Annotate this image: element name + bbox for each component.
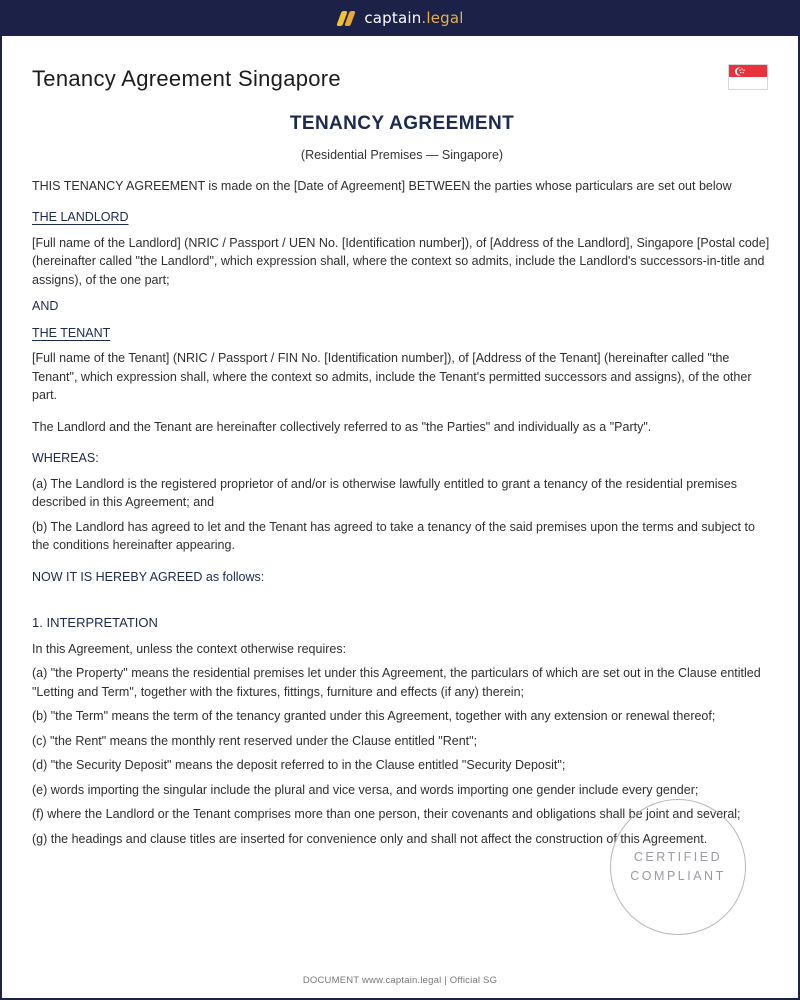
singapore-flag-icon <box>728 64 768 90</box>
whereas-item: (a) The Landlord is the registered proprietor of and/or is otherwise lawfully entitled to grant a tenancy of the residential premises described in this Agreement; and <box>32 476 738 509</box>
agreement-heading: TENANCY AGREEMENT <box>289 113 515 134</box>
brand[interactable] <box>336 9 463 27</box>
stamp-line: CERTIFIED <box>633 850 723 864</box>
clause-item: (a) "the Property" means the residential premises let under this Agreement, the particulars of which are set out in the Clause entitled "Letting and Term", together with the fixtures, fittings, furniture and effects (if any) therein; <box>32 666 761 699</box>
clause-heading: 1. INTERPRETATION <box>32 615 158 630</box>
clause-item: (d) "the Security Deposit" means the deposit referred to in the Clause entitled "Security Deposit"; <box>32 758 566 772</box>
clause-item: (b) "the Term" means the term of the tenancy granted under this Agreement, together with any extension or renewal thereof; <box>32 709 716 723</box>
page-footer: DOCUMENT www.captain.legal | Official SG <box>302 975 498 986</box>
parties-paragraph: The Landlord and the Tenant are hereinafter collectively referred to as "the Parties" and individually as a "Party". <box>32 419 652 434</box>
page-title: Tenancy Agreement Singapore <box>32 66 341 91</box>
whereas-item: (b) The Landlord has agreed to let and the Tenant has agreed to take a tenancy of the said premises upon the terms and subject to the conditions hereinafter appearing. <box>32 519 755 552</box>
clause-item: (f) where the Landlord or the Tenant comprises more than one person, their covenants and obligations shall be joint and several; <box>32 807 741 821</box>
landlord-heading: THE LANDLORD <box>32 210 129 224</box>
brand-name: captain <box>364 9 422 27</box>
and-separator: AND <box>32 299 59 313</box>
captain-legal-logo-icon <box>336 10 356 26</box>
top-bar <box>0 0 800 36</box>
agreement-subheading: (Residential Premises — Singapore) <box>300 148 504 162</box>
document-page <box>2 36 798 998</box>
landlord-paragraph: [Full name of the Landlord] (NRIC / Passport / UEN No. [Identification number]), of [Address of the Landlord], Singapore [Postal code] (hereinafter called "the Landlord", which expression shall, where the context so admits, include the Landlord's successors-in-title and assigns), of the one part; <box>32 235 770 287</box>
brand-name-accent: .legal <box>421 9 464 27</box>
clause-item: (c) "the Rent" means the monthly rent reserved under the Clause entitled "Rent"; <box>32 733 478 748</box>
tenant-paragraph: [Full name of the Tenant] (NRIC / Passport / FIN No. [Identification number]), of [Address of the Tenant] (hereinafter called "the Tenant", which expression shall, where the context so admits, include the Tenant's permitted successors and assigns), of the other part. <box>32 351 752 402</box>
clause-item: (e) words importing the singular include the plural and vice versa, and words importing one gender include every gender; <box>32 782 699 797</box>
stamp-line: COMPLIANT <box>630 869 726 883</box>
agreed-paragraph: NOW IT IS HEREBY AGREED as follows: <box>32 569 265 584</box>
clause-item: (g) the headings and clause titles are inserted for convenience only and shall not affect the construction of this Agreement. <box>32 831 708 846</box>
whereas-heading: WHEREAS: <box>32 451 99 465</box>
clause-intro: In this Agreement, unless the context otherwise requires: <box>32 641 347 656</box>
agreement-body <box>32 112 772 848</box>
tenant-heading: THE TENANT <box>32 325 111 340</box>
intro-paragraph: THIS TENANCY AGREEMENT is made on the [Date of Agreement] BETWEEN the parties whose particulars are set out below <box>32 178 732 193</box>
